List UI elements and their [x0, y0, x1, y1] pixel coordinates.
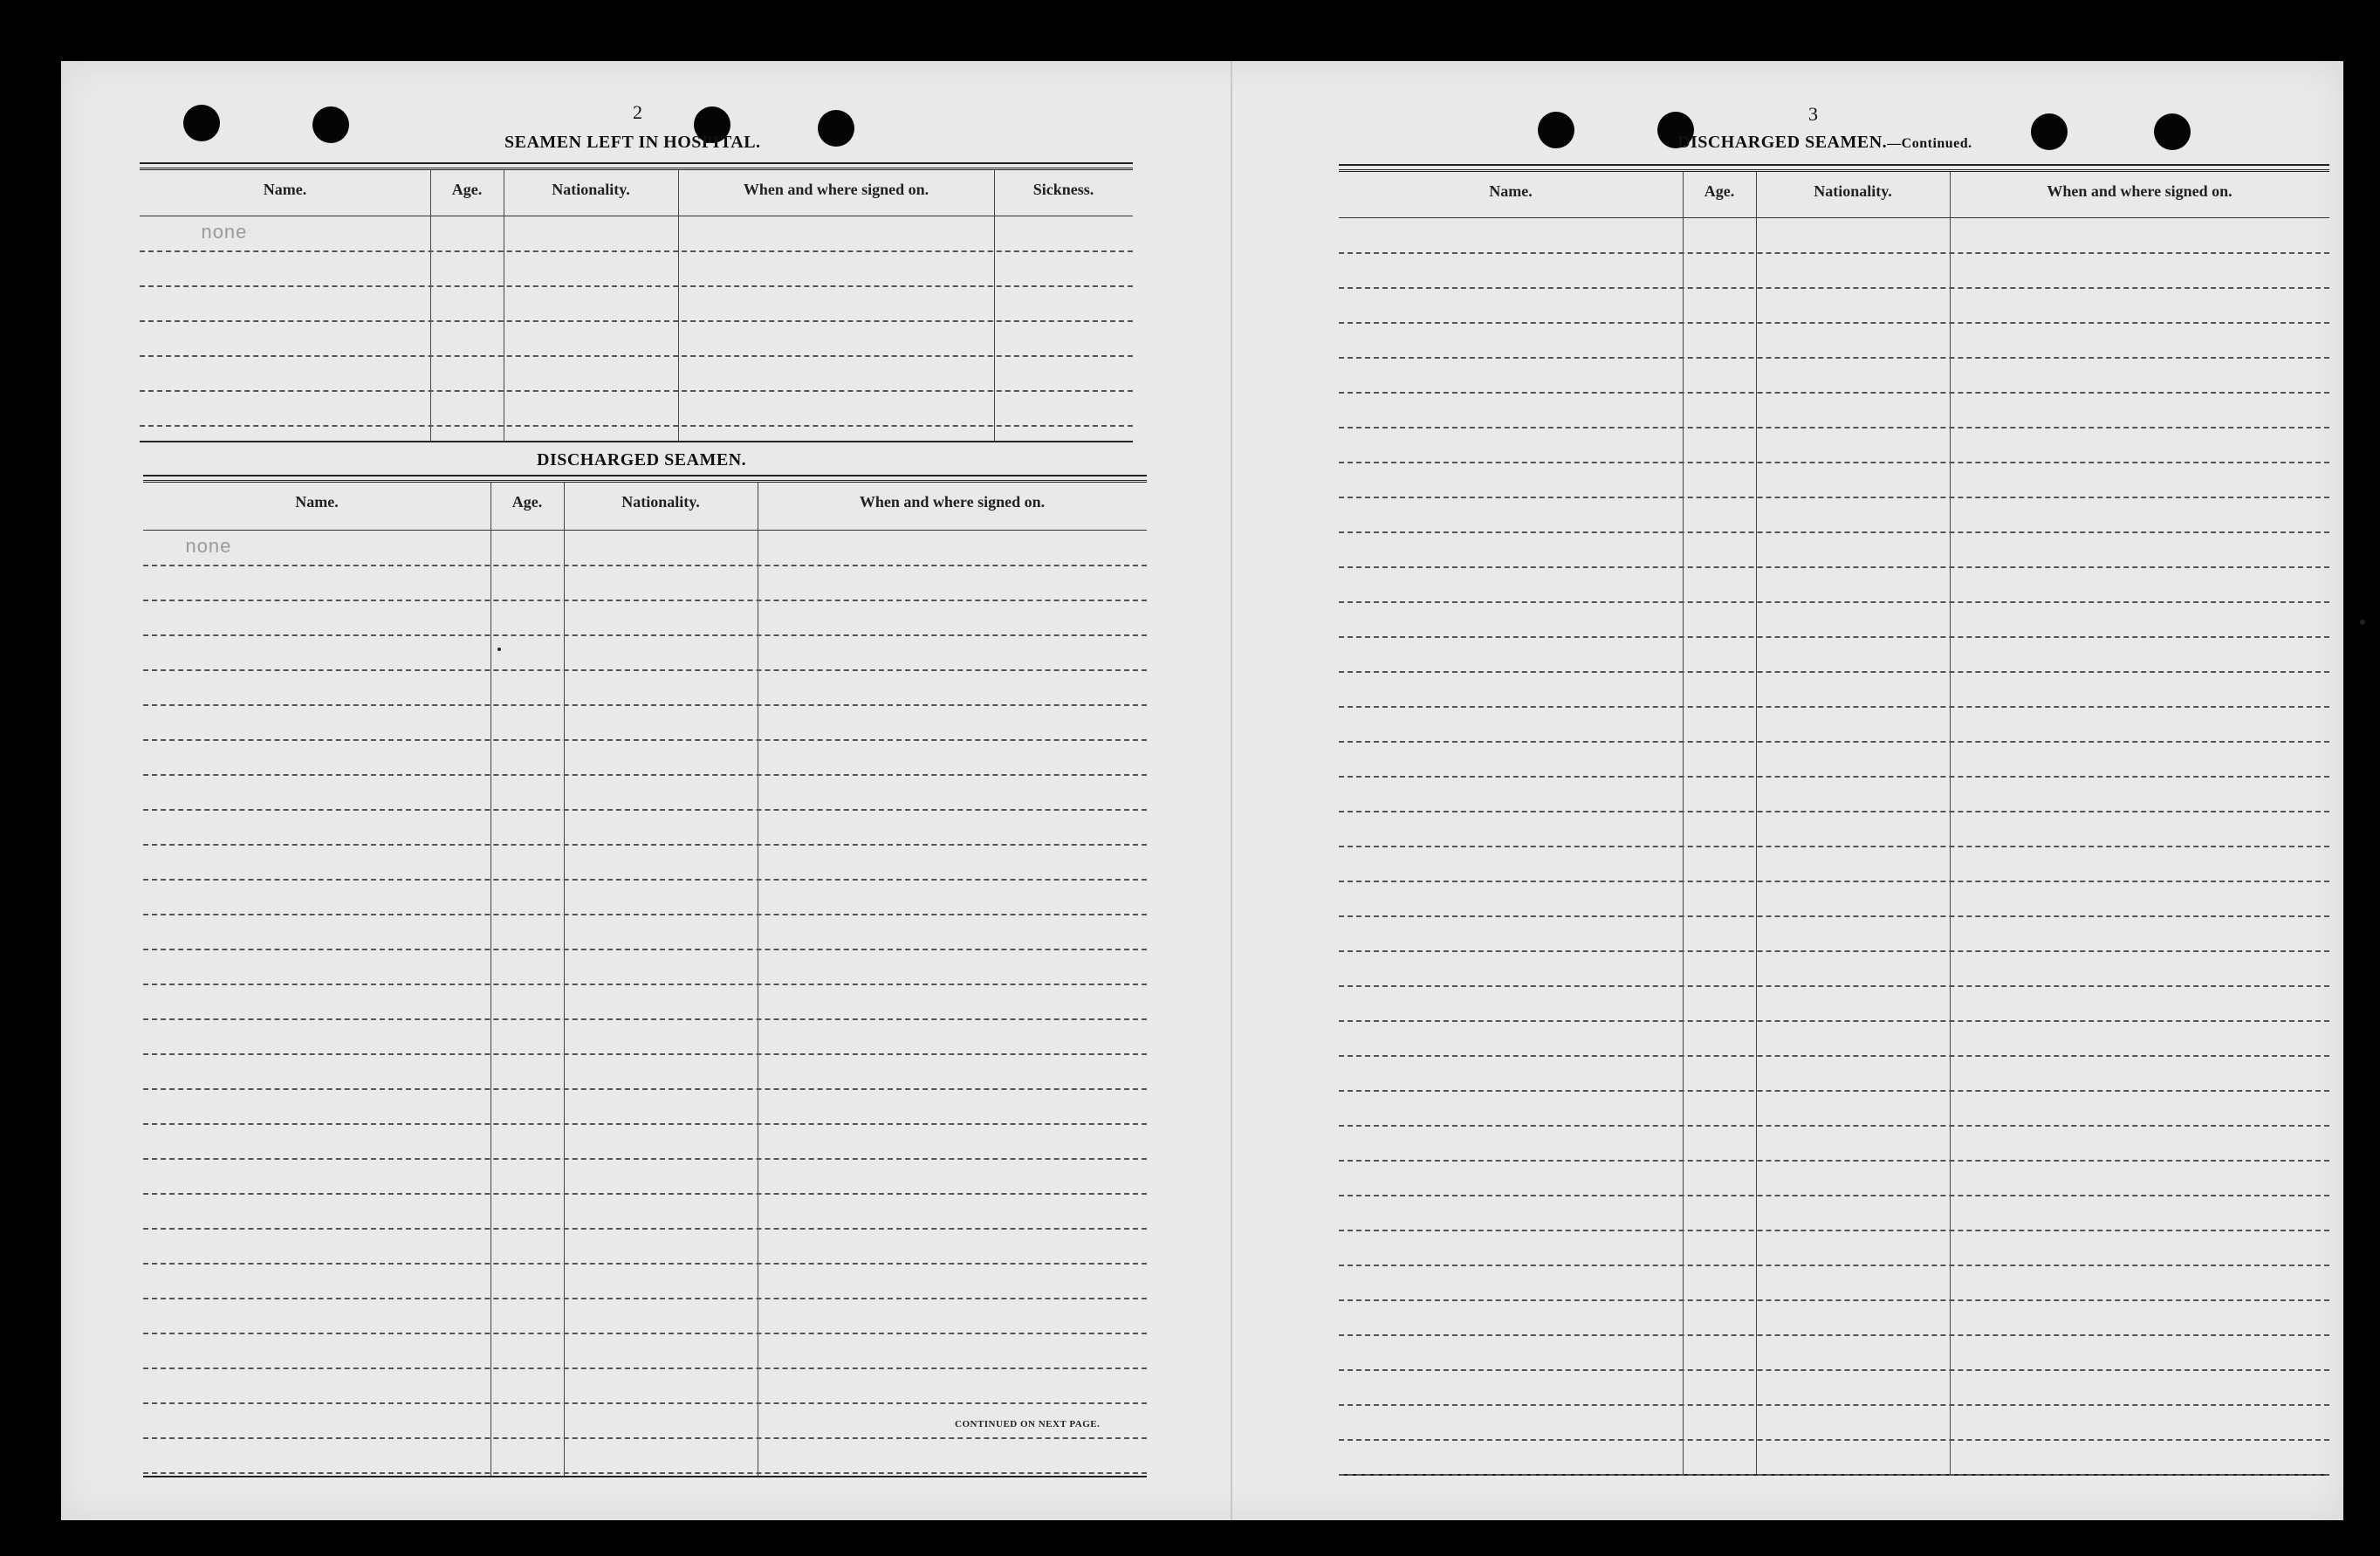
- table-row: [1339, 950, 2329, 987]
- table-row: [1339, 217, 2329, 254]
- right-page: [1231, 61, 2345, 1520]
- discharged-continued-header: [1339, 172, 2329, 218]
- table-row: [143, 879, 1147, 915]
- table-row: [143, 774, 1147, 811]
- table-row: [140, 250, 1133, 287]
- discharged-table-header: [143, 483, 1147, 531]
- table-row: [1339, 601, 2329, 638]
- table-row: [143, 739, 1147, 776]
- table-row: [1339, 881, 2329, 917]
- col-header-age: Age.: [511, 493, 543, 511]
- col-header-age: Age.: [451, 181, 483, 198]
- hospital-section-title: SEAMEN LEFT IN HOSPITAL.: [504, 133, 761, 152]
- title-suffix: —Continued.: [1887, 136, 1972, 151]
- table-row: [1339, 1160, 2329, 1196]
- table-row: [1339, 741, 2329, 778]
- table-row: [140, 216, 1133, 252]
- table-row: [1339, 1439, 2329, 1476]
- col-header-signed-on: When and where signed on.: [2047, 182, 2233, 200]
- continued-note: CONTINUED ON NEXT PAGE.: [955, 1419, 1101, 1429]
- col-header-nationality: Nationality.: [552, 181, 630, 198]
- table-row: [143, 1367, 1147, 1404]
- table-row: [140, 285, 1133, 322]
- ink-speck: [2360, 620, 2365, 625]
- page-number-left: 2: [633, 101, 642, 123]
- table-row: [1339, 427, 2329, 463]
- col-header-name: Name.: [1489, 182, 1533, 200]
- table-row: [143, 634, 1147, 671]
- table-row: [1339, 322, 2329, 359]
- discharged-entry: none: [185, 537, 231, 559]
- col-header-nationality: Nationality.: [1814, 182, 1892, 200]
- table-row: [143, 949, 1147, 985]
- table-row: [1339, 497, 2329, 533]
- table-row: [143, 809, 1147, 846]
- table-row: [1339, 252, 2329, 289]
- table-row: [1339, 1334, 2329, 1371]
- table-row: [1339, 915, 2329, 952]
- table-row: [1339, 1299, 2329, 1336]
- table-row: [143, 1333, 1147, 1369]
- table-row: [140, 390, 1133, 427]
- table-row: [1339, 531, 2329, 568]
- table-row: [143, 1298, 1147, 1334]
- discharged-table: [143, 480, 1147, 1477]
- table-row: [1339, 392, 2329, 428]
- table-row: [1339, 357, 2329, 394]
- table-row: [143, 704, 1147, 741]
- title-main: DISCHARGED SEAMEN.: [1677, 133, 1888, 152]
- table-row: [1339, 811, 2329, 847]
- table-row: [143, 1228, 1147, 1265]
- table-row: [1339, 1020, 2329, 1057]
- table-row: [1339, 1369, 2329, 1406]
- table-row: [143, 600, 1147, 636]
- col-header-age: Age.: [1704, 182, 1735, 200]
- table-row: [143, 1018, 1147, 1055]
- table-row: [140, 355, 1133, 392]
- left-page: [61, 61, 1231, 1520]
- punch-hole-icon: [1538, 112, 1574, 148]
- hospital-table: [140, 168, 1133, 442]
- table-row: [143, 1158, 1147, 1195]
- hospital-table-header: [140, 170, 1133, 216]
- table-row: [1339, 566, 2329, 603]
- col-header-sickness: Sickness.: [1032, 181, 1094, 198]
- col-header-name: Name.: [295, 493, 339, 511]
- col-header-signed-on: When and where signed on.: [743, 181, 929, 198]
- table-row: [1339, 636, 2329, 673]
- discharged-continued-table: [1339, 169, 2329, 1476]
- page-number-right: 3: [1808, 103, 1818, 125]
- discharged-section-title: DISCHARGED SEAMEN.: [537, 450, 747, 470]
- punch-hole-icon: [2031, 113, 2068, 150]
- table-row: [143, 530, 1147, 566]
- table-row: [1339, 462, 2329, 498]
- discharged-continued-title: [1677, 133, 1972, 153]
- table-row: [1339, 776, 2329, 812]
- table-row: [143, 565, 1147, 601]
- ink-speck: [497, 648, 501, 651]
- table-row: [143, 914, 1147, 950]
- table-row: [1339, 1125, 2329, 1162]
- table-row: [1339, 287, 2329, 324]
- table-row: [1339, 1404, 2329, 1441]
- table-row: [1339, 671, 2329, 708]
- punch-hole-icon: [818, 110, 854, 147]
- table-row: [1339, 985, 2329, 1022]
- table-row: [143, 669, 1147, 706]
- punch-hole-icon: [2154, 113, 2191, 150]
- table-row: [143, 1123, 1147, 1160]
- col-header-signed-on: When and where signed on.: [859, 493, 1046, 511]
- table-row: [1339, 1195, 2329, 1231]
- col-header-name: Name.: [263, 181, 307, 198]
- table-row: [143, 1088, 1147, 1125]
- punch-hole-icon: [312, 106, 349, 143]
- hospital-entry: none: [201, 223, 247, 244]
- table-row: [1339, 1265, 2329, 1301]
- punch-hole-icon: [183, 105, 220, 141]
- table-row: [143, 1263, 1147, 1299]
- col-header-nationality: Nationality.: [621, 493, 700, 511]
- table-row: [143, 1437, 1147, 1474]
- table-row: [143, 844, 1147, 881]
- table-row: [140, 320, 1133, 357]
- table-row: [1339, 706, 2329, 743]
- table-row: [1339, 846, 2329, 882]
- table-row: [1339, 1055, 2329, 1092]
- table-row: [1339, 1230, 2329, 1266]
- table-row: [1339, 1090, 2329, 1127]
- table-row: [143, 1053, 1147, 1090]
- table-row: [143, 984, 1147, 1020]
- table-row: [143, 1193, 1147, 1230]
- document-sheet: [61, 61, 2343, 1520]
